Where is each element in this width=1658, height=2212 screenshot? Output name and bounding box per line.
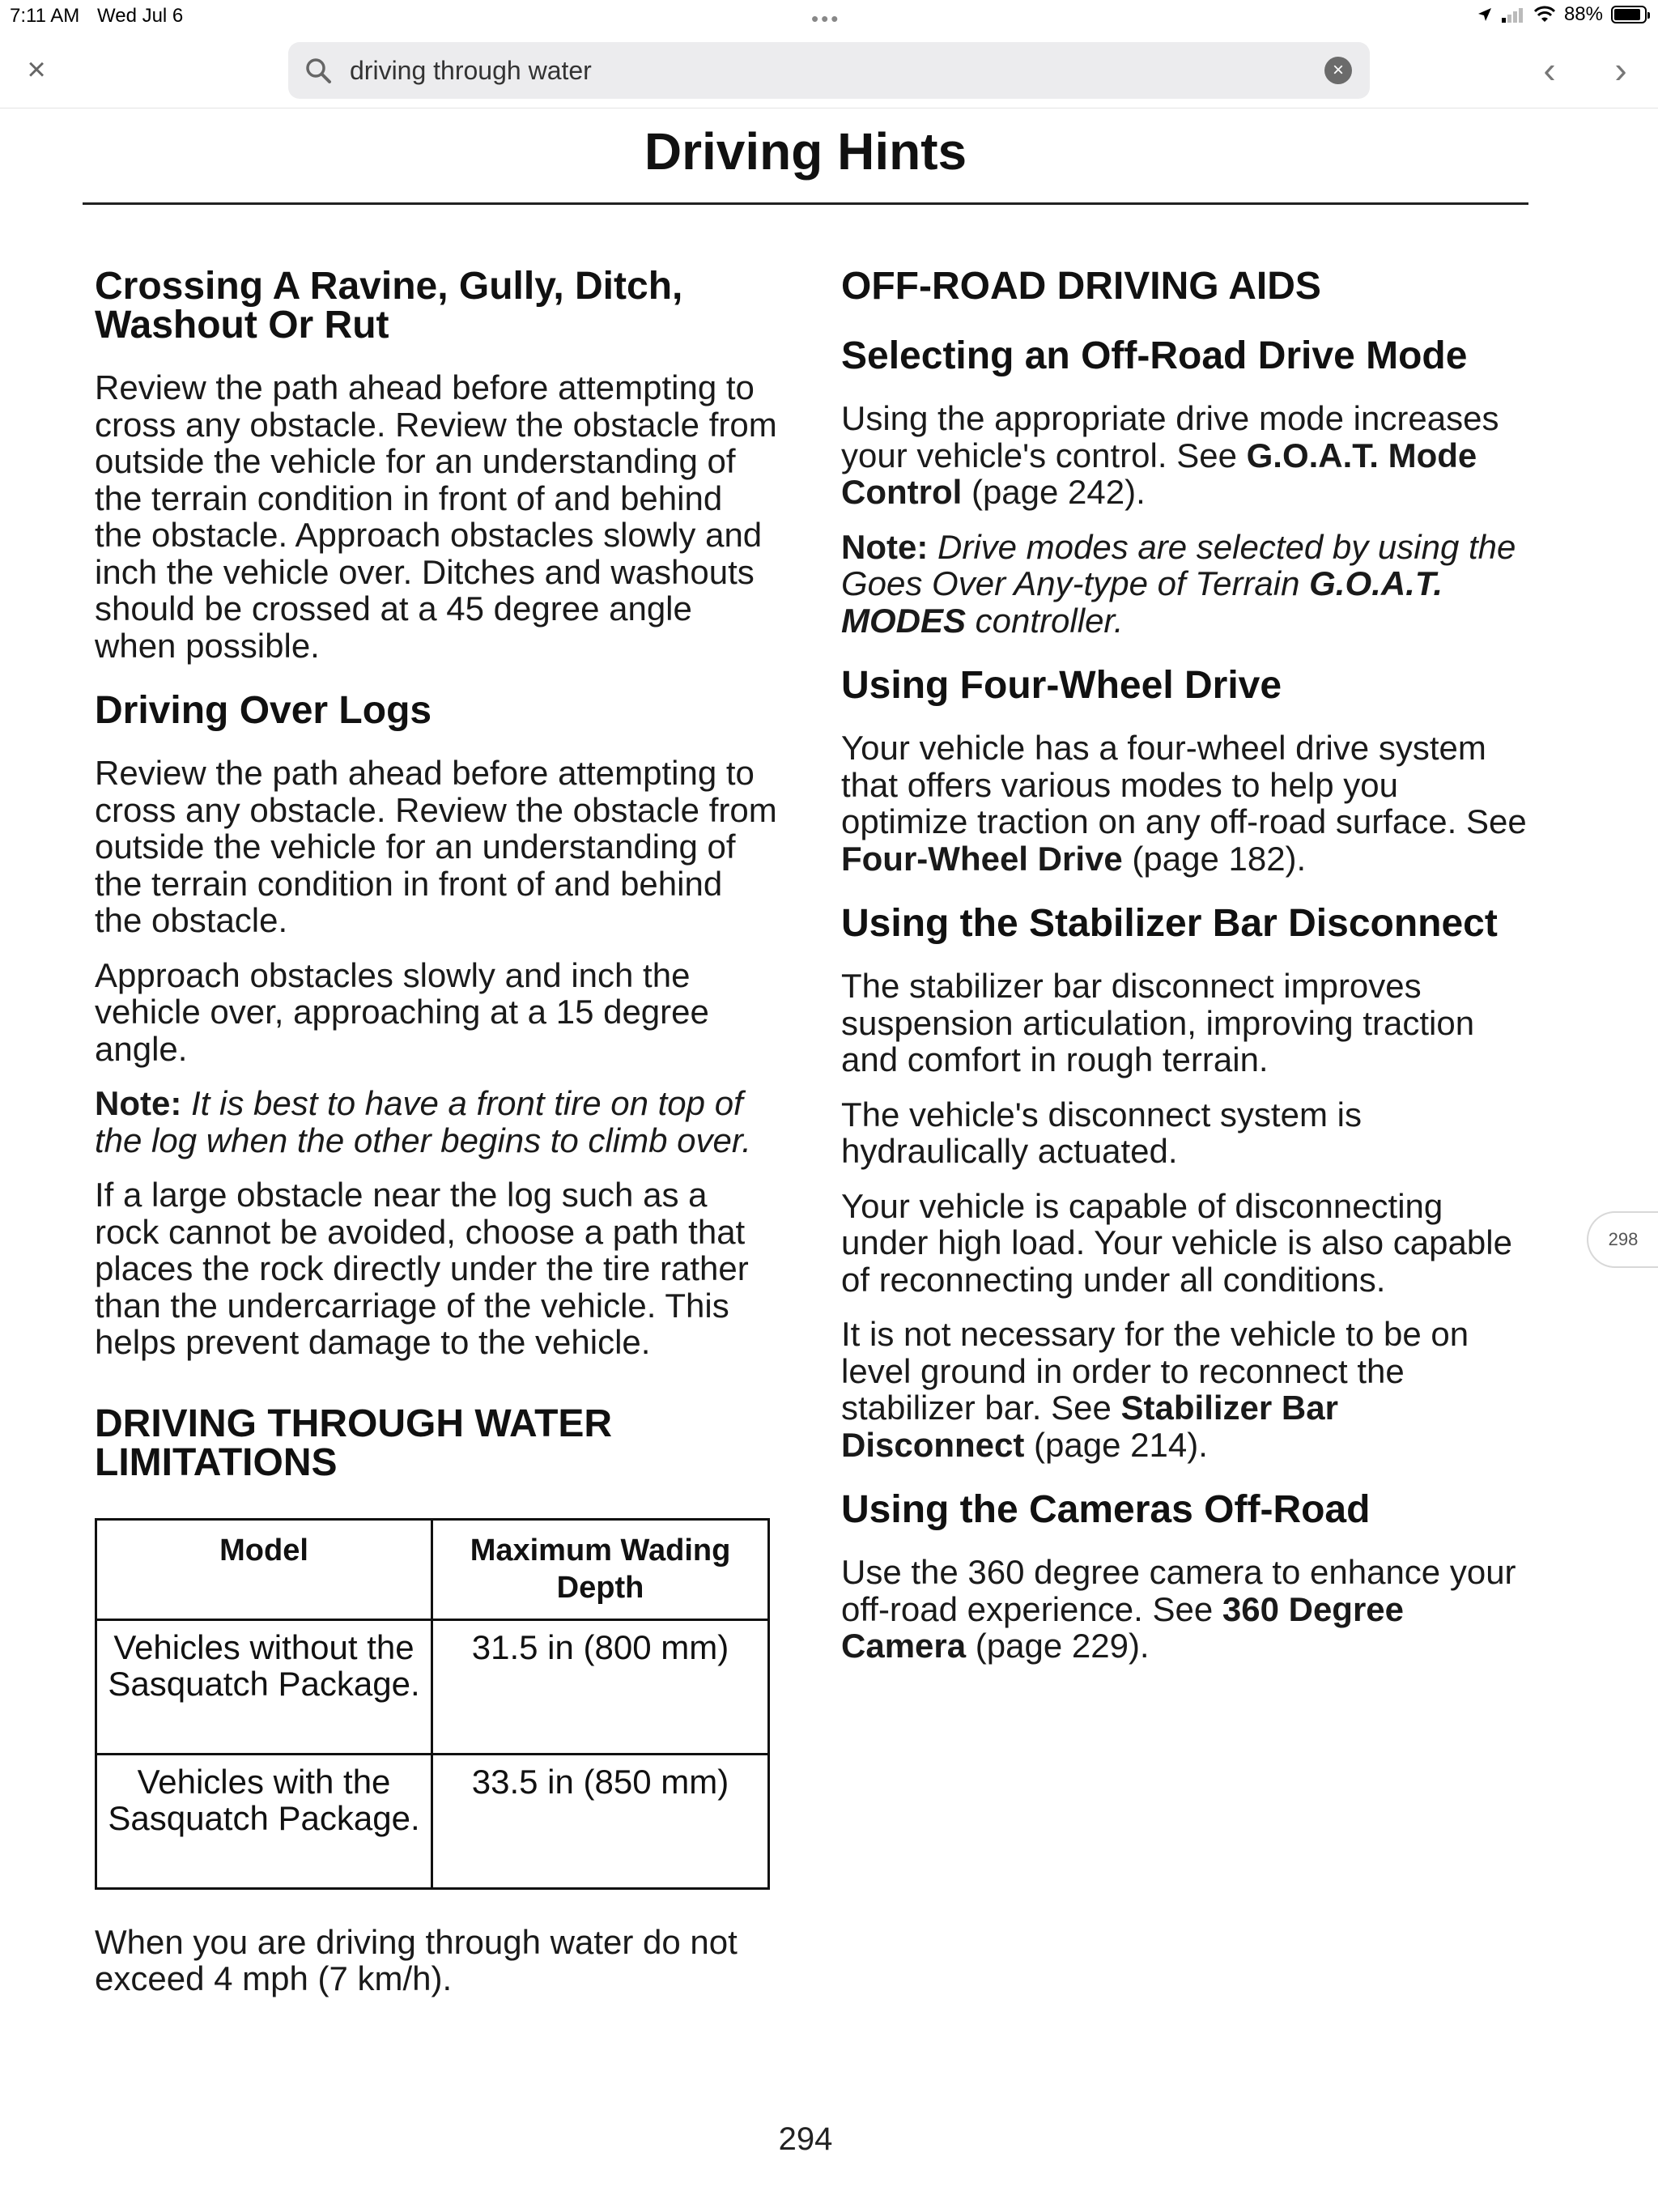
ravine-paragraph: Review the path ahead before attempting to cross any obstacle. Review the obstacle from outside the vehicle for an understanding of the terrain condition in front of and behind the obstacle. Approach obstacles slowly and inch the vehicle over. Ditches and washouts should be crossed at a 45 degree angle when possible. [95,368,777,665]
cameras-link[interactable]: 360 Degree Camera [841,1589,1405,1665]
page-title: Driving Hints [644,122,967,181]
fwd-page-ref: (page 182). [1122,839,1307,878]
stabilizer-text: It is not necessary for the vehicle to be on level ground in order to reconnect the stabilizer bar. See [841,1315,1469,1427]
stabilizer-link[interactable]: Stabilizer Bar Disconnect [841,1389,1338,1464]
fwd-text: Your vehicle has a four-wheel drive system that offers various modes to help you optimize traction on any off-road surface. See [841,729,1527,840]
water-heading: DRIVING THROUGH WATER LIMITATIONS [95,1402,613,1484]
search-toolbar [0,34,1658,108]
stabilizer-paragraph-4 [841,1316,1528,1463]
battery-icon [1611,6,1647,23]
left-column [95,267,779,2015]
battery-fill [1614,9,1640,20]
previous-result-button[interactable]: ‹ [1543,49,1556,91]
search-field[interactable] [288,42,1370,99]
table-row [96,1754,769,1888]
note-text: It is best to have a front tire on top of the log when the other begins to climb over. [95,1084,751,1159]
fwd-paragraph [841,730,1528,877]
status-indicators [1477,3,1647,26]
cameras-page-ref: (page 229). [966,1627,1150,1665]
stabilizer-paragraph-3: Your vehicle is capable of disconnecting under high load. Your vehicle is also capable of reconnecting under all conditions. [841,1186,1512,1299]
title-divider [83,202,1528,205]
mode-text: Using the appropriate drive mode increases your vehicle's control. See [841,399,1499,474]
logs-paragraph-3: If a large obstacle near the log such as a rock cannot be avoided, choose a path that places the rock directly under the tire rather than the undercarriage of the vehicle. This helps prevent damage to the vehicle. [95,1176,749,1361]
cameras-heading: Using the Cameras Off-Road [841,1488,1371,1531]
ravine-heading: Crossing A Ravine, Gully, Ditch, Washout Or Rut [95,265,683,347]
water-paragraph: When you are driving through water do not exceed 4 mph (7 km/h). [95,1922,738,1997]
mode-link[interactable]: G.O.A.T. Mode Control [841,436,1477,511]
multitasking-dots-icon[interactable]: ••• [811,6,841,31]
mode-paragraph [841,400,1528,511]
note-label: Note: [95,1084,182,1122]
cameras-text: Use the 360 degree camera to enhance your off-road experience. See [841,1553,1516,1628]
stabilizer-paragraph-2: The vehicle's disconnect system is hydraulically actuated. [841,1095,1362,1170]
table-cell: 33.5 in (850 mm) [432,1754,769,1888]
right-column [841,267,1528,1682]
mode-note [841,529,1528,640]
logs-note [95,1085,779,1159]
stabilizer-page-ref: (page 214). [1024,1425,1208,1464]
column-header-depth: Maximum Wading Depth [432,1519,769,1619]
cameras-paragraph [841,1554,1528,1665]
fwd-heading: Using Four-Wheel Drive [841,664,1282,707]
note-text: Drive modes are selected by using the Goes Over Any-type of Terrain [841,527,1516,602]
location-arrow-icon [1477,6,1493,23]
search-input[interactable]: driving through water [350,56,592,85]
next-result-button[interactable]: › [1614,49,1627,91]
logs-paragraph-1: Review the path ahead before attempting to cross any obstacle. Review the obstacle from outside the vehicle for an understanding of the terrain condition in front of and behind the obstacle. [95,754,777,939]
aids-heading: OFF-ROAD DRIVING AIDS [841,265,1321,308]
logs-paragraph-2: Approach obstacles slowly and inch the vehicle over, approaching at a 15 degree angle. [95,955,709,1068]
wifi-icon [1533,6,1556,23]
table-cell: 31.5 in (800 mm) [432,1619,769,1754]
page-indicator-tab[interactable]: 298 [1587,1211,1658,1268]
battery-percentage: 88% [1563,3,1603,25]
column-header-model: Model [96,1519,432,1619]
status-date: Wed Jul 6 [97,5,184,27]
note-end-text: controller. [966,601,1124,640]
cellular-signal-icon [1501,6,1525,23]
table-header-row [96,1519,769,1619]
close-button[interactable]: × [27,52,46,87]
page-number: 294 [778,2121,833,2157]
clear-search-button[interactable]: × [1324,57,1352,84]
stabilizer-paragraph-1: The stabilizer bar disconnect improves suspension articulation, improving traction and comfort in rough terrain. [841,967,1475,1078]
table-cell: Vehicles with the Sasquatch Package. [96,1754,432,1888]
status-bar [0,0,1658,34]
status-time: 7:11 AM [10,5,80,27]
note-bold-text: G.O.A.T. MODES [841,564,1443,640]
search-icon [304,57,332,84]
fwd-link[interactable]: Four-Wheel Drive [841,839,1123,878]
logs-heading: Driving Over Logs [95,689,432,732]
table-row [96,1619,769,1754]
wading-depth-table [95,1518,770,1890]
mode-page-ref: (page 242). [962,473,1146,511]
stabilizer-heading: Using the Stabilizer Bar Disconnect [841,902,1498,945]
mode-heading: Selecting an Off-Road Drive Mode [841,334,1468,377]
table-cell: Vehicles without the Sasquatch Package. [96,1619,432,1754]
note-label: Note: [841,527,929,566]
